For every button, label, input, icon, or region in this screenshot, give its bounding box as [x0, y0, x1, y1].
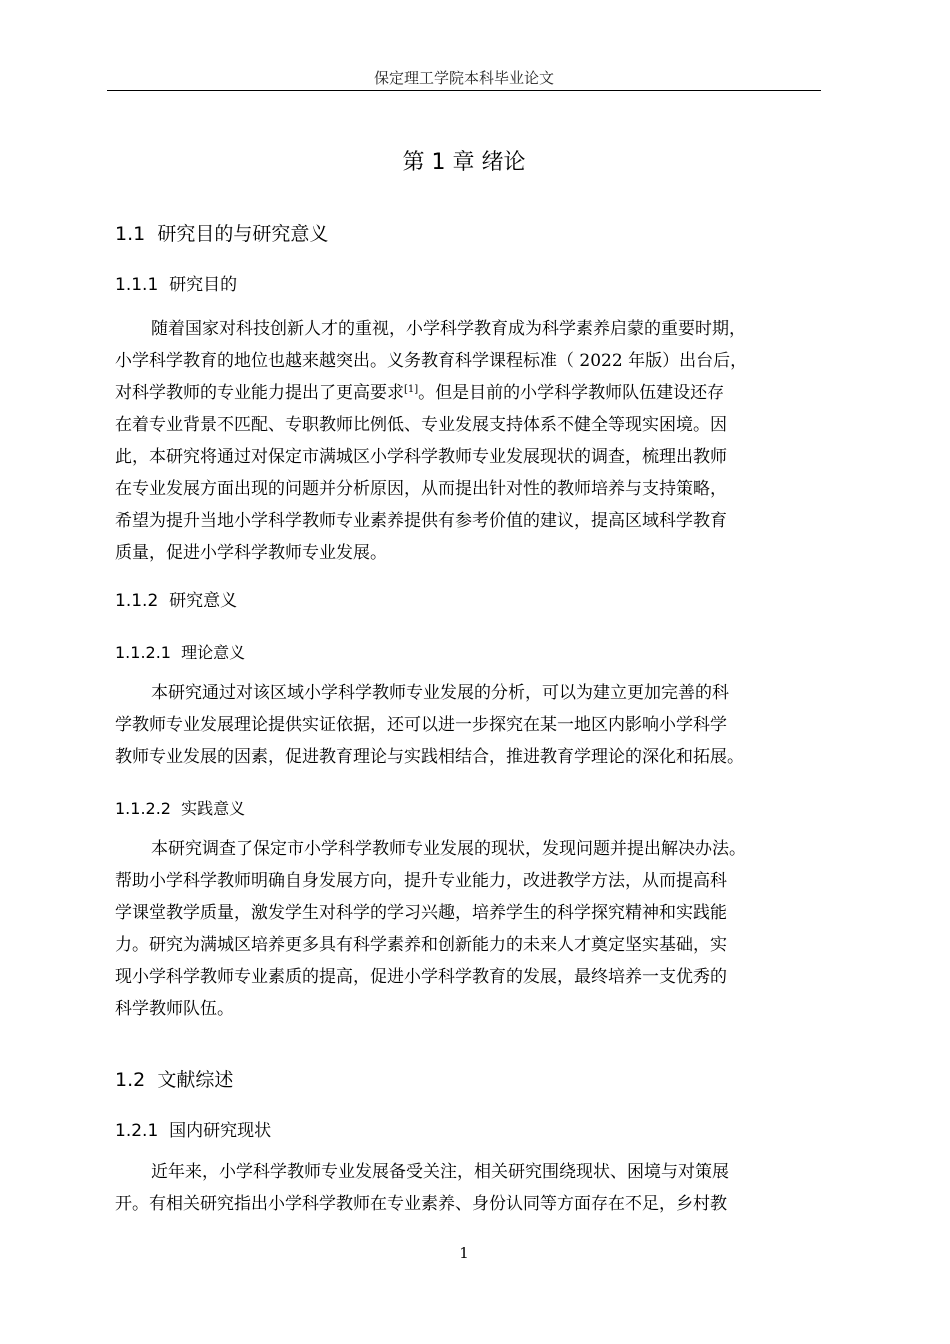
- text-line: 希望为提升当地小学科学教师专业素养提供有参考价值的建议，提高区域科学教育: [115, 511, 727, 531]
- section-title: 国内研究现状: [169, 1121, 272, 1141]
- text-line: 学课堂教学质量，激发学生对科学的学习兴趣，培养学生的科学探究精神和实践能: [115, 903, 727, 923]
- text-line: 小学科学教育的地位也越来越突出。义务教育科学课程标准（ 2022 年版）出台后，: [115, 351, 748, 371]
- section-title: 研究目的与研究意义: [157, 223, 329, 245]
- section-number: 1.1.1: [115, 275, 159, 295]
- page-number: 1: [459, 1244, 469, 1262]
- section-number: 1.1.2.1: [115, 643, 171, 662]
- section-heading-1-2: [115, 1066, 233, 1094]
- text-line: 质量，促进小学科学教师专业发展。: [115, 543, 387, 563]
- text-line: [115, 377, 829, 409]
- text-line: 学教师专业发展理论提供实证依据，还可以进一步探究在某一地区内影响小学科学: [115, 715, 727, 735]
- text-line: 本研究调查了保定市小学科学教师专业发展的现状，发现问题并提出解决办法。: [151, 839, 746, 859]
- paragraph-research-purpose: [115, 313, 829, 569]
- text-line: 在着专业背景不匹配、专职教师比例低、专业发展支持体系不健全等现实困境。因: [115, 415, 727, 435]
- text-line: 随着国家对科技创新人才的重视，小学科学教育成为科学素养启蒙的重要时期，: [151, 319, 746, 339]
- section-title: 文献综述: [157, 1069, 234, 1091]
- section-heading-1-1-1: [115, 272, 237, 298]
- section-number: 1.1: [115, 223, 146, 245]
- section-title: 研究目的: [169, 275, 238, 295]
- citation-ref[interactable]: [1]: [404, 384, 419, 395]
- section-number: 1.2.1: [115, 1121, 159, 1141]
- text-line: 现小学科学教师专业素质的提高，促进小学科学教育的发展，最终培养一支优秀的: [115, 967, 727, 987]
- text-line: 教师专业发展的因素，促进教育理论与实践相结合，推进教育学理论的深化和拓展。: [115, 747, 744, 767]
- text-segment: 。但是目前的小学科学教师队伍建设还存: [418, 383, 725, 403]
- section-title: 研究意义: [169, 591, 238, 611]
- text-line: 本研究通过对该区域小学科学教师专业发展的分析，可以为建立更加完善的科: [151, 683, 729, 703]
- text-line: 此，本研究将通过对保定市满城区小学科学教师专业发展现状的调查，梳理出教师: [115, 447, 727, 467]
- text-line: 帮助小学科学教师明确自身发展方向，提升专业能力，改进教学方法，从而提高科: [115, 871, 727, 891]
- section-heading-1-1-2-1: [115, 641, 245, 665]
- section-heading-1-1-2: [115, 588, 237, 614]
- paragraph-theoretical-significance: [115, 677, 829, 773]
- section-heading-1-2-1: [115, 1118, 271, 1144]
- section-heading-1-1-2-2: [115, 797, 245, 821]
- text-line: 力。研究为满城区培养更多具有科学素养和创新能力的未来人才奠定坚实基础，实: [115, 935, 727, 955]
- text-segment: 对科学教师的专业能力提出了更高要求: [115, 383, 404, 403]
- text-line: 近年来，小学科学教师专业发展备受关注，相关研究围绕现状、困境与对策展: [151, 1162, 729, 1182]
- text-line: 科学教师队伍。: [115, 999, 234, 1019]
- chapter-title: 第 1 章 绪论: [402, 150, 526, 175]
- running-header: 保定理工学院本科毕业论文: [373, 69, 554, 87]
- text-line: 在专业发展方面出现的问题并分析原因，从而提出针对性的教师培养与支持策略，: [115, 479, 727, 499]
- section-number: 1.1.2.2: [115, 799, 171, 818]
- section-title: 实践意义: [181, 799, 246, 818]
- section-title: 理论意义: [181, 643, 246, 662]
- header-rule: [107, 90, 821, 91]
- section-number: 1.1.2: [115, 591, 159, 611]
- paragraph-practical-significance: [115, 833, 829, 1025]
- paragraph-domestic-research: [115, 1156, 829, 1220]
- text-line: 开。有相关研究指出小学科学教师在专业素养、身份认同等方面存在不足，乡村教: [115, 1194, 727, 1214]
- section-number: 1.2: [115, 1069, 146, 1091]
- section-heading-1-1: [115, 220, 328, 248]
